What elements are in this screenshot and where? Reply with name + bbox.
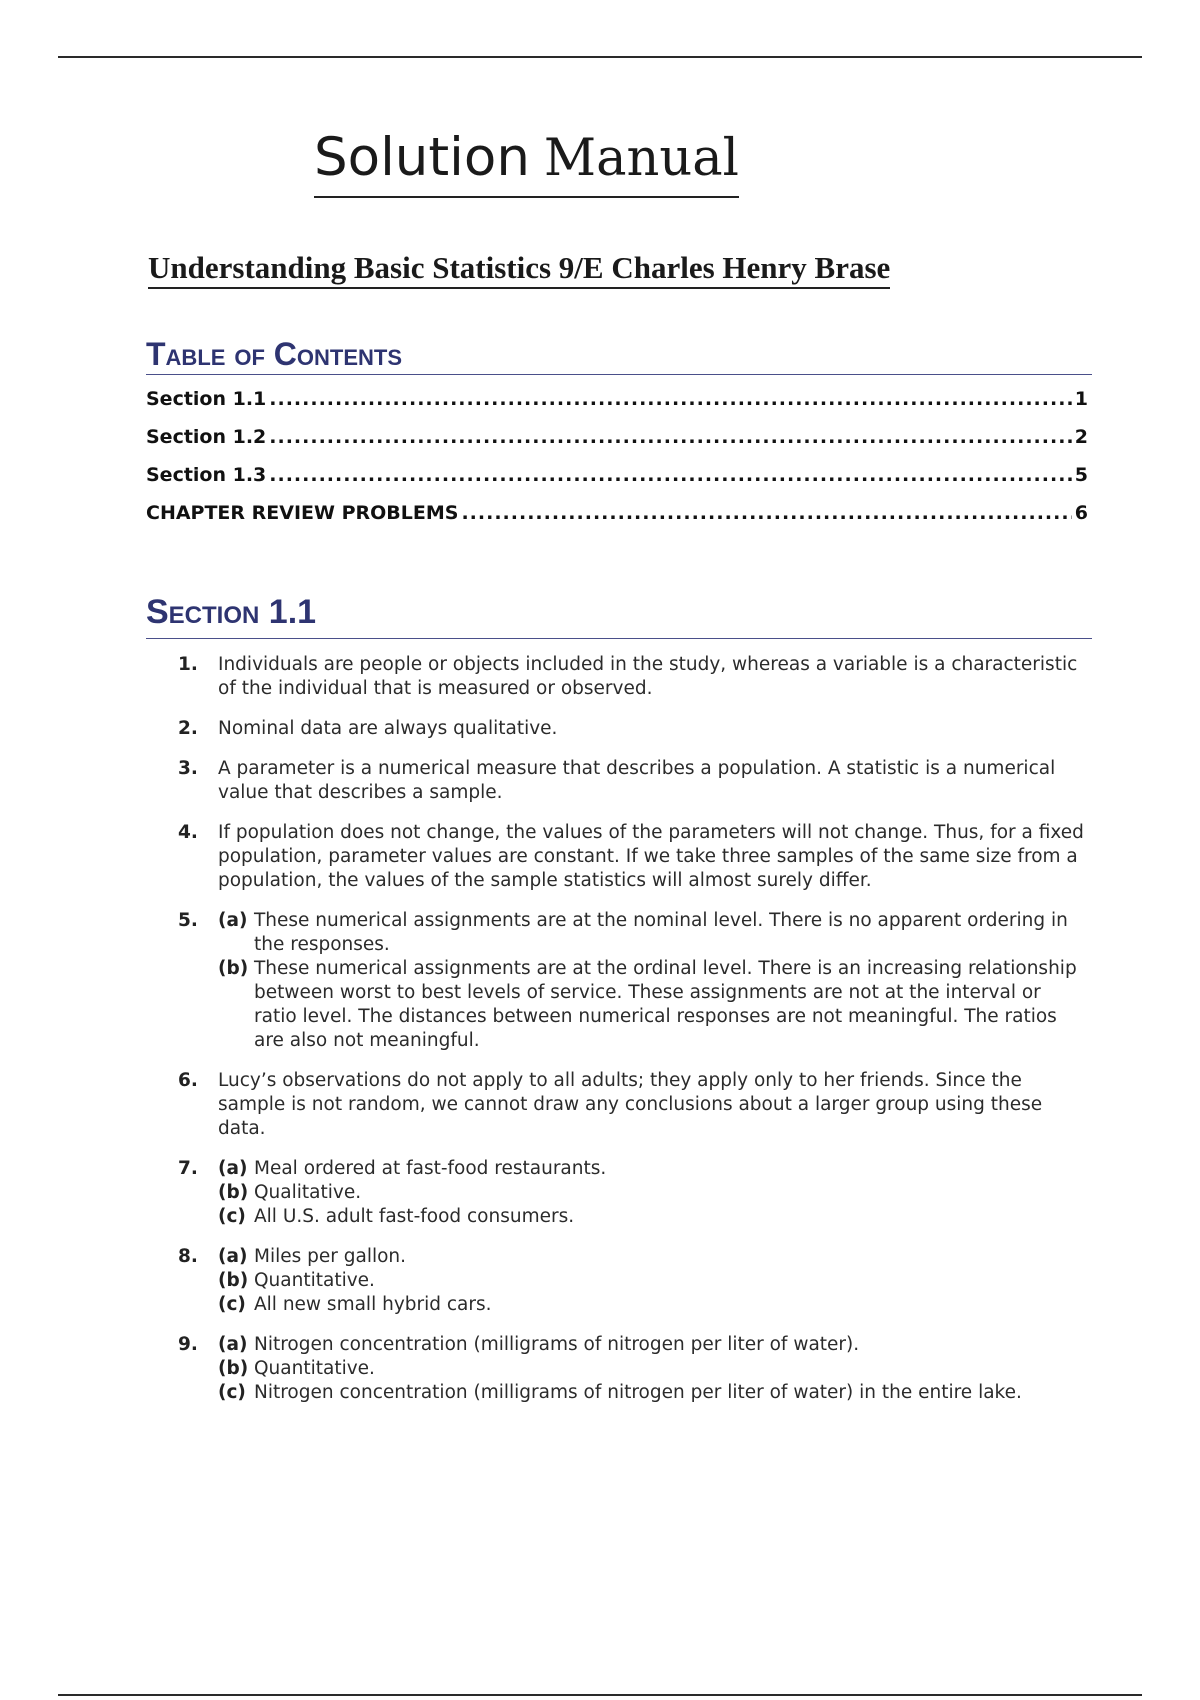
toc-entry-page: 2 [1074, 426, 1088, 448]
sub-item-text: All U.S. adult fast-food consumers. [254, 1206, 575, 1227]
answer-list [178, 653, 1088, 1421]
toc-entry-label: Section 1.1 [146, 388, 267, 410]
sub-item-text: Miles per gallon. [254, 1246, 407, 1267]
sub-item [218, 1269, 1088, 1293]
sub-item-text: These numerical assignments are at the ordinal level. There is an increasing relationship between worst to best levels of service. These assignments are not at the interval or ratio level. The distances between numerical responses are not meaningful. The ratios are also not meaningful. [254, 958, 1077, 1051]
sub-item-text: Nitrogen concentration (milligrams of nitrogen per liter of water). [254, 1334, 860, 1355]
toc-entry[interactable] [146, 502, 1088, 540]
sub-item-text: Nitrogen concentration (milligrams of nitrogen per liter of water) in the entire lake. [254, 1382, 1022, 1403]
sub-item-tag: (a) [218, 1334, 248, 1355]
sub-item-tag: (a) [218, 1158, 248, 1179]
sub-item [218, 909, 1088, 957]
sub-item-tag: (b) [218, 958, 249, 979]
toc-entry[interactable] [146, 426, 1088, 464]
sub-item [218, 1205, 1088, 1229]
sub-item-text: Quantitative. [254, 1358, 375, 1379]
item-number: 6. [178, 1070, 198, 1091]
list-item [178, 653, 1088, 701]
document-title [314, 122, 739, 198]
toc-entry-label: Section 1.3 [146, 464, 267, 486]
title-word-solution: Solution [314, 127, 530, 188]
item-text: Nominal data are always qualitative. [218, 718, 558, 739]
toc-entry-page: 1 [1074, 388, 1088, 410]
toc-heading: Table of Contents [146, 334, 1092, 375]
item-text: A parameter is a numerical measure that describes a population. A statistic is a numerical value that describes a sample. [218, 758, 1056, 803]
item-number: 3. [178, 758, 198, 779]
item-text: If population does not change, the values of the parameters will not change. Thus, for a fixed population, parameter values are constant. If we take three samples of the same size from a population, the values of the sample statistics will almost surely differ. [218, 822, 1084, 891]
section-heading: Section 1.1 [146, 590, 1092, 639]
top-rule [58, 56, 1142, 58]
sub-item-tag: (b) [218, 1182, 249, 1203]
toc-entry-label: CHAPTER REVIEW PROBLEMS [146, 502, 459, 524]
sub-item-tag: (a) [218, 910, 248, 931]
list-item [178, 1245, 1088, 1317]
toc-entry-label: Section 1.2 [146, 426, 267, 448]
sub-item [218, 1293, 1088, 1317]
item-text: Individuals are people or objects included in the study, whereas a variable is a characteristic of the individual that is measured or observed. [218, 654, 1078, 699]
item-text: Lucy’s observations do not apply to all adults; they apply only to her friends. Since the sample is not random, we cannot draw any conclusions about a larger group using these data. [218, 1070, 1043, 1139]
item-number: 9. [178, 1334, 198, 1355]
list-item [178, 1157, 1088, 1229]
sub-item [218, 1357, 1088, 1381]
sub-item-text: Quantitative. [254, 1270, 375, 1291]
toc-leader-dots [269, 426, 1071, 448]
item-number: 2. [178, 718, 198, 739]
list-item [178, 717, 1088, 741]
sub-item [218, 1181, 1088, 1205]
sub-item-text: All new small hybrid cars. [254, 1294, 492, 1315]
toc-leader-dots [269, 388, 1071, 410]
sub-item-tag: (b) [218, 1358, 249, 1379]
list-item [178, 757, 1088, 805]
sub-item-tag: (c) [218, 1294, 246, 1315]
sub-item-text: These numerical assignments are at the nominal level. There is no apparent ordering in the responses. [254, 910, 1068, 955]
sub-item [218, 1157, 1088, 1181]
sub-item-tag: (b) [218, 1270, 249, 1291]
item-number: 4. [178, 822, 198, 843]
item-number: 8. [178, 1246, 198, 1267]
sub-item-tag: (a) [218, 1246, 248, 1267]
sub-item-text: Meal ordered at fast-food restaurants. [254, 1158, 607, 1179]
toc-entry-page: 6 [1074, 502, 1088, 524]
sub-item [218, 1381, 1088, 1405]
bottom-rule [58, 1694, 1142, 1696]
list-item [178, 821, 1088, 893]
sub-item [218, 1245, 1088, 1269]
item-number: 1. [178, 654, 198, 675]
toc-entry-page: 5 [1074, 464, 1088, 486]
sub-item [218, 1333, 1088, 1357]
toc-leader-dots [269, 464, 1071, 486]
list-item [178, 1069, 1088, 1141]
list-item [178, 1333, 1088, 1405]
title-word-manual: Manual [543, 129, 739, 188]
sub-item-text: Qualitative. [254, 1182, 362, 1203]
table-of-contents [146, 388, 1088, 540]
item-number: 7. [178, 1158, 198, 1179]
sub-item-tag: (c) [218, 1206, 246, 1227]
sub-item-tag: (c) [218, 1382, 246, 1403]
list-item [178, 909, 1088, 1053]
toc-leader-dots [461, 502, 1071, 524]
toc-entry[interactable] [146, 388, 1088, 426]
book-title: Understanding Basic Statistics 9/E Charles Henry Brase [148, 250, 890, 289]
toc-entry[interactable] [146, 464, 1088, 502]
sub-item [218, 957, 1088, 1053]
item-number: 5. [178, 910, 198, 931]
